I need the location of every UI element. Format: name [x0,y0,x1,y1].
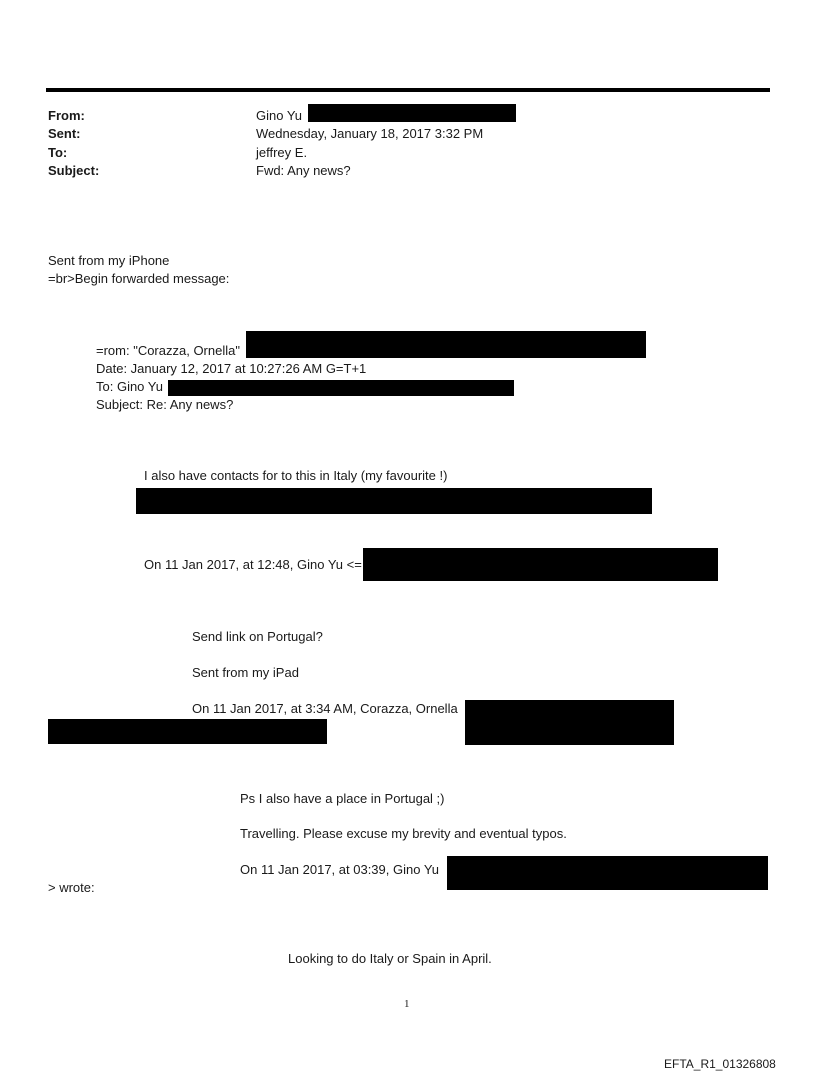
redaction-bar [465,700,674,745]
message-line: I also have contacts for to this in Italy (my favourite !) [144,468,448,483]
forwarded-to: To: Gino Yu [96,379,163,394]
redaction-bar [48,719,327,744]
message-line: Send link on Portugal? [192,629,323,644]
sent-value: Wednesday, January 18, 2017 3:32 PM [256,126,484,141]
quote-attribution: On 11 Jan 2017, at 3:34 AM, Corazza, Ornella [192,701,458,716]
redaction-bar [246,331,646,358]
from-label: From: [48,108,85,123]
quote-attribution: On 11 Jan 2017, at 12:48, Gino Yu <= [144,557,362,572]
redaction-bar [308,104,516,122]
to-value: jeffrey E. [256,145,308,160]
subject-value: Fwd: Any news? [256,163,351,178]
message-line: Looking to do Italy or Spain in April. [288,951,492,966]
redaction-bar [168,380,514,396]
message-line: Sent from my iPad [192,665,299,680]
quote-attribution: On 11 Jan 2017, at 03:39, Gino Yu [240,862,440,877]
page-number: 1 [404,998,410,1010]
sent-from-iphone: Sent from my iPhone [48,253,170,268]
redaction-bar [136,488,652,514]
begin-forwarded-message: =br>Begin forwarded message: [48,271,230,286]
forwarded-date: Date: January 12, 2017 at 10:27:26 AM G=T+1 [96,361,367,376]
forwarded-subject: Subject: Re: Any news? [96,397,234,412]
document-id: EFTA_R1_01326808 [664,1057,776,1071]
redaction-bar [447,856,768,890]
header-rule [46,88,770,92]
sent-label: Sent: [48,126,81,141]
from-value: Gino Yu [256,108,303,123]
message-line: Travelling. Please excuse my brevity and eventual typos. [240,826,567,841]
to-label: To: [48,145,68,160]
message-line: Ps I also have a place in Portugal ;) [240,791,445,806]
message-line: > wrote: [48,880,95,895]
redaction-bar [363,548,718,581]
forwarded-from: =rom: "Corazza, Ornella" [96,343,240,358]
subject-label: Subject: [48,163,100,178]
